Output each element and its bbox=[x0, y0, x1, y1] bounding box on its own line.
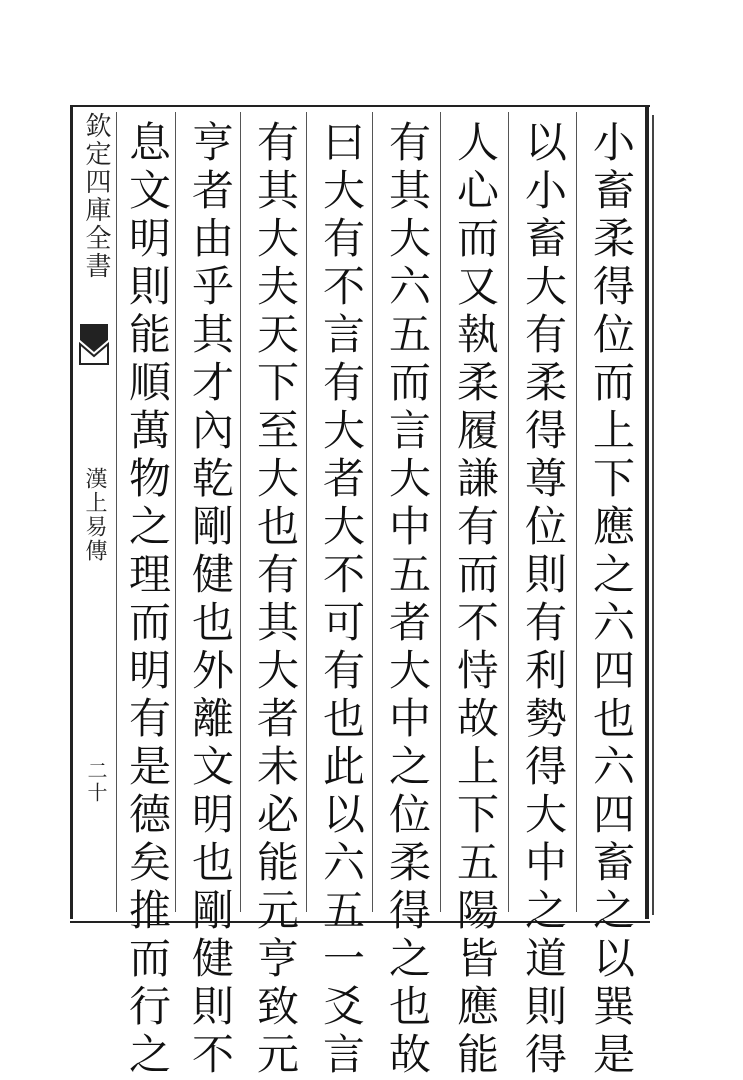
column-rule bbox=[116, 112, 117, 912]
frame-right-inner-border bbox=[652, 115, 654, 915]
text-column-7 bbox=[181, 120, 243, 1080]
text-column-2-text: 以小畜大有柔得尊位則有利勢得大中之道則得 bbox=[519, 120, 568, 1080]
frame-right-border bbox=[645, 105, 649, 919]
chapter-title: 漢上易傳 bbox=[82, 467, 107, 563]
column-rule bbox=[576, 112, 577, 912]
frame-left-border bbox=[70, 105, 73, 919]
page-number: 二十 bbox=[84, 760, 108, 804]
text-column-6 bbox=[246, 120, 308, 1080]
text-column-3 bbox=[446, 120, 508, 1080]
text-column-4-text: 有其大六五而言大中五者大中之位柔得之也故 bbox=[383, 120, 432, 1080]
text-column-1 bbox=[582, 120, 644, 1080]
text-column-3-text: 人心而又執柔履謙有而不恃故上下五陽皆應能 bbox=[451, 120, 500, 1080]
book-title: 欽定四庫全書 bbox=[81, 112, 111, 280]
text-column-7-text: 亨者由乎其才內乾剛健也外離文明也剛健則不 bbox=[186, 120, 235, 1080]
fish-tail-mark-icon bbox=[78, 322, 110, 366]
text-column-8-text: 息文明則能順萬物之理而明有是德矣推而行之 bbox=[123, 120, 172, 1080]
text-column-5 bbox=[312, 120, 374, 1080]
text-column-4 bbox=[378, 120, 440, 1080]
text-column-1-text: 小畜柔得位而上下應之六四也六四畜之以巽是 bbox=[587, 120, 636, 1080]
text-column-6-text: 有其大夫天下至大也有其大者未必能元亨致元 bbox=[251, 120, 300, 1080]
text-column-5-text: 曰大有不言有大者大不可有也此以六五一爻言 bbox=[317, 120, 366, 1080]
text-column-8 bbox=[118, 120, 180, 1080]
column-rule bbox=[508, 112, 509, 912]
column-rule bbox=[440, 112, 441, 912]
margin-column bbox=[76, 112, 116, 912]
text-column-2 bbox=[514, 120, 576, 1080]
